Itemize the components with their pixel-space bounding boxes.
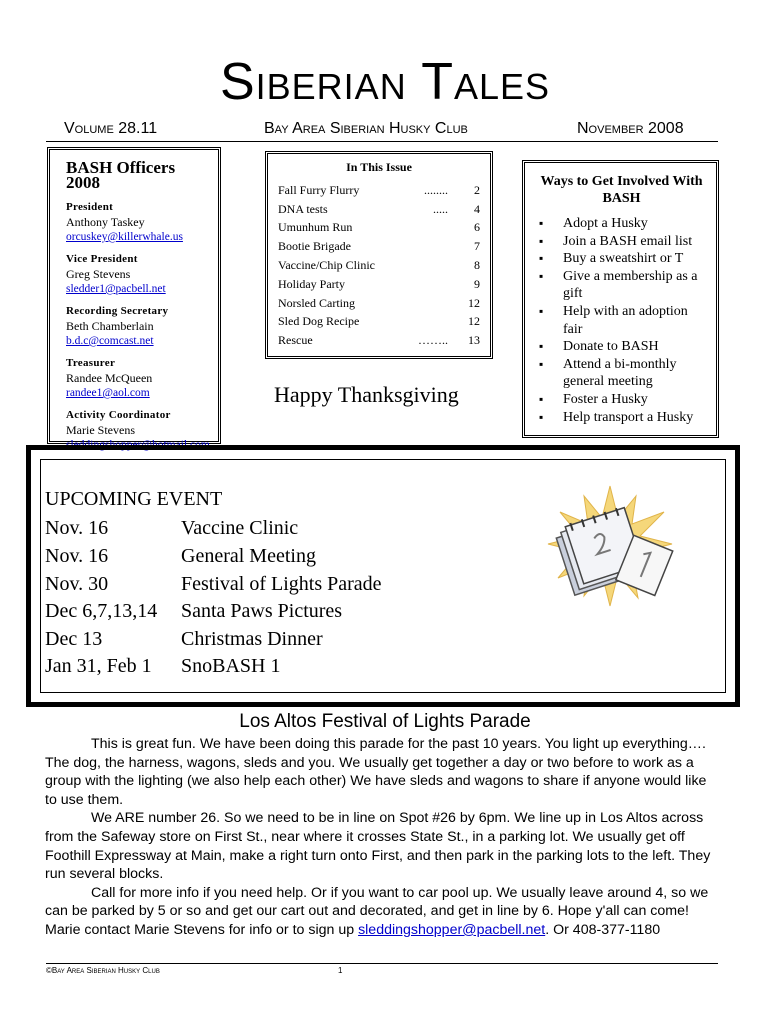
officers-box (47, 147, 221, 451)
officer-role: Activity Coordinator (66, 409, 171, 421)
issue-page: 8 (474, 258, 480, 273)
issue-title: DNA tests (278, 201, 328, 216)
officer-name: Randee McQueen (66, 371, 153, 385)
officer-entry (66, 304, 204, 349)
issue-page: 13 (468, 333, 480, 348)
calendar-clipart-icon (540, 478, 680, 618)
list-item: ▪ Help with an adoption fair (535, 303, 708, 338)
issue-title: Vaccine/Chip Clinic (278, 258, 375, 273)
issue-row (278, 331, 480, 350)
issue-heading: In This Issue (346, 160, 412, 174)
issue-page: 12 (468, 295, 480, 310)
issue-page: 4 (474, 201, 480, 216)
issue-title: Bootie Brigade (278, 239, 351, 254)
issue-title: Fall Furry Flurry (278, 182, 360, 197)
issue-page: 9 (474, 276, 480, 291)
event-date: Jan 31, Feb 1 (45, 655, 152, 677)
event-date: Nov. 16 (45, 517, 109, 539)
contact-email-link[interactable]: sleddingshopper@pacbell.net (358, 921, 546, 938)
issue-page: 2 (474, 182, 480, 197)
officer-email-link[interactable]: sledder1@pacbell.net (66, 283, 166, 295)
officer-name: Anthony Taskey (66, 215, 145, 229)
officers-heading: BASH Officers 2008 (66, 158, 176, 192)
list-item: ▪ Donate to BASH (535, 338, 708, 356)
officer-role: Recording Secretary (66, 305, 169, 317)
issue-title: Norsled Carting (278, 295, 355, 310)
issue-title: Rescue (278, 333, 313, 348)
officer-email-link[interactable]: b.d.c@comcast.net (66, 335, 154, 347)
club-name: Bay Area Siberian Husky Club (264, 120, 468, 137)
officer-name: Beth Chamberlain (66, 319, 154, 333)
issue-row (278, 181, 480, 200)
officer-entry (66, 200, 204, 245)
list-item: ▪ Attend a bi-monthly general meeting (535, 356, 708, 391)
ways-to-get-involved-box (522, 160, 719, 438)
article-paragraph: We ARE number 26. So we need to be in line on Spot #26 by 6pm. We line up in Los Altos across from the Safeway store on First St., near where it crosses State St., in a parking lot. We usually get off Foothill Expressway at Main, make a right turn onto First, and then park in the parking lots to the left. They run several blocks. (45, 810, 711, 883)
article-paragraph: This is great fun. We have been doing this parade for the past 10 years. You light up everything…. The dog, the harness, wagons, sleds and you. We usually get together a day or two before to work as a group with the lighting (we also help each other) We have sleds and wagons to share if anyone would like to use them. (45, 736, 707, 808)
issue-title: Sled Dog Recipe (278, 314, 360, 329)
officer-email-link[interactable]: randee1@aol.com (66, 387, 150, 399)
issue-row (278, 294, 480, 313)
issue-title: Holiday Party (278, 276, 345, 291)
officer-role: Treasurer (66, 357, 116, 369)
issue-leader: …….. (418, 333, 448, 348)
officer-role: Vice President (66, 253, 138, 265)
officer-entry (66, 356, 204, 401)
list-item: ▪ Join a BASH email list (535, 233, 708, 251)
event-name: Vaccine Clinic (181, 517, 299, 539)
newsletter-title: Siberian Tales (219, 53, 551, 111)
issue-row (278, 219, 480, 238)
issue-page: 12 (468, 314, 480, 329)
list-item: ▪ Give a membership as a gift (535, 268, 708, 303)
issue-leader: ........ (424, 182, 448, 197)
issue-date: November 2008 (577, 120, 684, 137)
event-date: Dec 6,7,13,14 (45, 600, 158, 622)
issue-page: 7 (474, 239, 480, 254)
list-item: ▪ Foster a Husky (535, 391, 708, 409)
in-this-issue-box (265, 151, 493, 359)
issue-row (278, 256, 480, 275)
event-name: Festival of Lights Parade (181, 573, 382, 595)
officer-name: Greg Stevens (66, 267, 131, 281)
footer-copyright: ©Bay Area Siberian Husky Club (46, 966, 160, 975)
masthead-rule (46, 141, 718, 142)
officer-name: Marie Stevens (66, 423, 135, 437)
issue-row (278, 313, 480, 332)
page-number: 1 (338, 966, 343, 975)
officer-entry (66, 252, 204, 297)
event-name: Christmas Dinner (181, 628, 323, 650)
issue-row (278, 237, 480, 256)
event-name: General Meeting (181, 545, 316, 567)
paragraph-text: Call for more info if you need help. Or if you want to car pool up. We usually leave around 4, so we can be parked by 5 or so and get our cart out and decorated, and get in line by 6. Hope y'all can come! Marie contact Marie Stevens for info or to sign up (45, 884, 709, 938)
issue-row (278, 200, 480, 219)
event-date: Nov. 30 (45, 573, 109, 595)
officer-email-link[interactable]: sleddingshopper@hotmail.com (66, 439, 210, 451)
officer-email-link[interactable]: orcuskey@killerwhale.us (66, 231, 183, 243)
issue-page: 6 (474, 220, 480, 235)
event-date: Nov. 16 (45, 545, 109, 567)
issue-title: Umunhum Run (278, 220, 353, 235)
greeting-text: Happy Thanksgiving (274, 382, 459, 407)
footer-rule (46, 963, 718, 964)
ways-list (535, 215, 708, 426)
ways-heading: Ways to Get Involved With BASH (540, 174, 703, 206)
officer-role: President (66, 201, 114, 213)
article-body (45, 735, 720, 940)
list-item: ▪ Buy a sweatshirt or T (535, 250, 708, 268)
event-date: Dec 13 (45, 628, 103, 650)
list-item: ▪ Help transport a Husky (535, 409, 708, 427)
list-item: ▪ Adopt a Husky (535, 215, 708, 233)
article-title: Los Altos Festival of Lights Parade (239, 711, 531, 732)
event-name: Santa Paws Pictures (181, 600, 343, 622)
issue-row (278, 275, 480, 294)
issue-leader: ..... (433, 201, 448, 216)
article-paragraph (45, 884, 720, 940)
paragraph-text: . Or 408-377-1180 (545, 921, 661, 938)
event-name: SnoBASH 1 (181, 655, 281, 677)
events-heading: UPCOMING EVENT (45, 488, 223, 510)
volume-label: Volume 28.11 (64, 120, 158, 137)
